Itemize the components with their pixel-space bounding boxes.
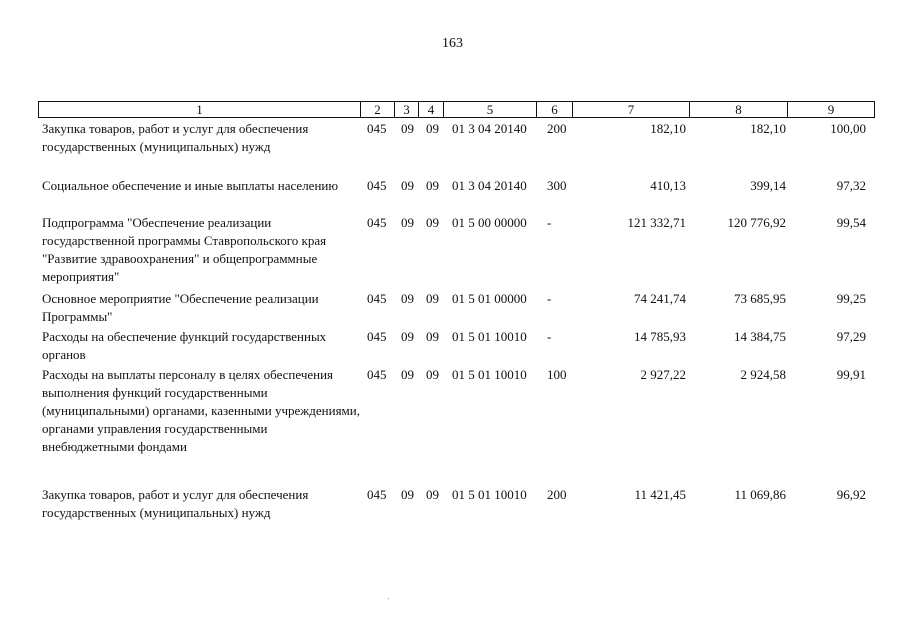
row-admin-code: 045 — [367, 329, 387, 344]
row-section: 09 — [401, 487, 414, 502]
row-plan: 121 332,71 — [627, 215, 686, 230]
row-percent: 96,92 — [836, 487, 866, 502]
header-cell-4: 4 — [419, 102, 444, 117]
row-target-article: 01 3 04 20140 — [452, 121, 527, 136]
row-section: 09 — [401, 367, 414, 382]
table-header — [38, 101, 875, 118]
row-expense-type: 200 — [547, 487, 567, 502]
row-name: Расходы на обеспечение функций государственных органов — [42, 329, 327, 362]
row-expense-type: - — [547, 215, 552, 230]
row-fact: 2 924,58 — [740, 367, 786, 382]
scan-speck — [388, 598, 389, 599]
row-plan: 14 785,93 — [634, 329, 686, 344]
row-section: 09 — [401, 215, 414, 230]
row-plan: 182,10 — [650, 121, 686, 136]
header-cell-5: 5 — [444, 102, 537, 117]
row-fact: 73 685,95 — [734, 291, 786, 306]
row-admin-code: 045 — [367, 121, 387, 136]
header-cell-2: 2 — [361, 102, 395, 117]
row-expense-type: 300 — [547, 178, 567, 193]
header-cell-8: 8 — [690, 102, 788, 117]
row-expense-type: 200 — [547, 121, 567, 136]
row-subsection: 09 — [426, 291, 439, 306]
row-plan: 74 241,74 — [634, 291, 686, 306]
row-expense-type: - — [547, 329, 552, 344]
row-name: Социальное обеспечение и иные выплаты населению — [42, 178, 339, 193]
row-percent: 97,32 — [836, 178, 866, 193]
row-expense-type: 100 — [547, 367, 567, 382]
row-percent: 100,00 — [830, 121, 866, 136]
row-admin-code: 045 — [367, 215, 387, 230]
row-section: 09 — [401, 178, 414, 193]
header-cell-6: 6 — [537, 102, 573, 117]
header-cell-3: 3 — [395, 102, 419, 117]
row-admin-code: 045 — [367, 291, 387, 306]
row-target-article: 01 5 01 00000 — [452, 291, 527, 306]
row-plan: 2 927,22 — [640, 367, 686, 382]
row-subsection: 09 — [426, 329, 439, 344]
row-fact: 399,14 — [750, 178, 786, 193]
row-section: 09 — [401, 291, 414, 306]
row-name: Расходы на выплаты персоналу в целях обеспечения выполнения функций государственными (муниципальными) органами, казенными учреждениями, органами управления государственными внебюджетными фондами — [42, 367, 360, 454]
row-name: Основное мероприятие "Обеспечение реализации Программы" — [42, 291, 319, 324]
row-name: Закупка товаров, работ и услуг для обеспечения государственных (муниципальных) нужд — [42, 121, 309, 154]
row-fact: 182,10 — [750, 121, 786, 136]
row-plan: 410,13 — [650, 178, 686, 193]
row-subsection: 09 — [426, 367, 439, 382]
row-subsection: 09 — [426, 121, 439, 136]
row-section: 09 — [401, 121, 414, 136]
row-section: 09 — [401, 329, 414, 344]
header-cell-1: 1 — [39, 102, 361, 117]
header-cell-7: 7 — [573, 102, 690, 117]
row-admin-code: 045 — [367, 487, 387, 502]
row-percent: 99,91 — [836, 367, 866, 382]
row-admin-code: 045 — [367, 367, 387, 382]
row-target-article: 01 5 01 10010 — [452, 487, 527, 502]
page-number: 163 — [442, 36, 463, 51]
row-name: Подпрограмма "Обеспечение реализации государственной программы Ставропольского края "Развитие здравоохранения" и общепрограммные мероприятия" — [42, 215, 327, 284]
row-fact: 14 384,75 — [734, 329, 786, 344]
row-percent: 99,54 — [836, 215, 866, 230]
row-target-article: 01 5 01 10010 — [452, 329, 527, 344]
row-plan: 11 421,45 — [634, 487, 686, 502]
row-percent: 97,29 — [836, 329, 866, 344]
row-fact: 11 069,86 — [734, 487, 786, 502]
row-name: Закупка товаров, работ и услуг для обеспечения государственных (муниципальных) нужд — [42, 487, 309, 520]
row-fact: 120 776,92 — [727, 215, 786, 230]
row-subsection: 09 — [426, 487, 439, 502]
row-admin-code: 045 — [367, 178, 387, 193]
row-percent: 99,25 — [836, 291, 866, 306]
row-target-article: 01 3 04 20140 — [452, 178, 527, 193]
row-expense-type: - — [547, 291, 552, 306]
row-subsection: 09 — [426, 215, 439, 230]
row-target-article: 01 5 00 00000 — [452, 215, 527, 230]
row-subsection: 09 — [426, 178, 439, 193]
row-target-article: 01 5 01 10010 — [452, 367, 527, 382]
header-cell-9: 9 — [827, 102, 835, 117]
